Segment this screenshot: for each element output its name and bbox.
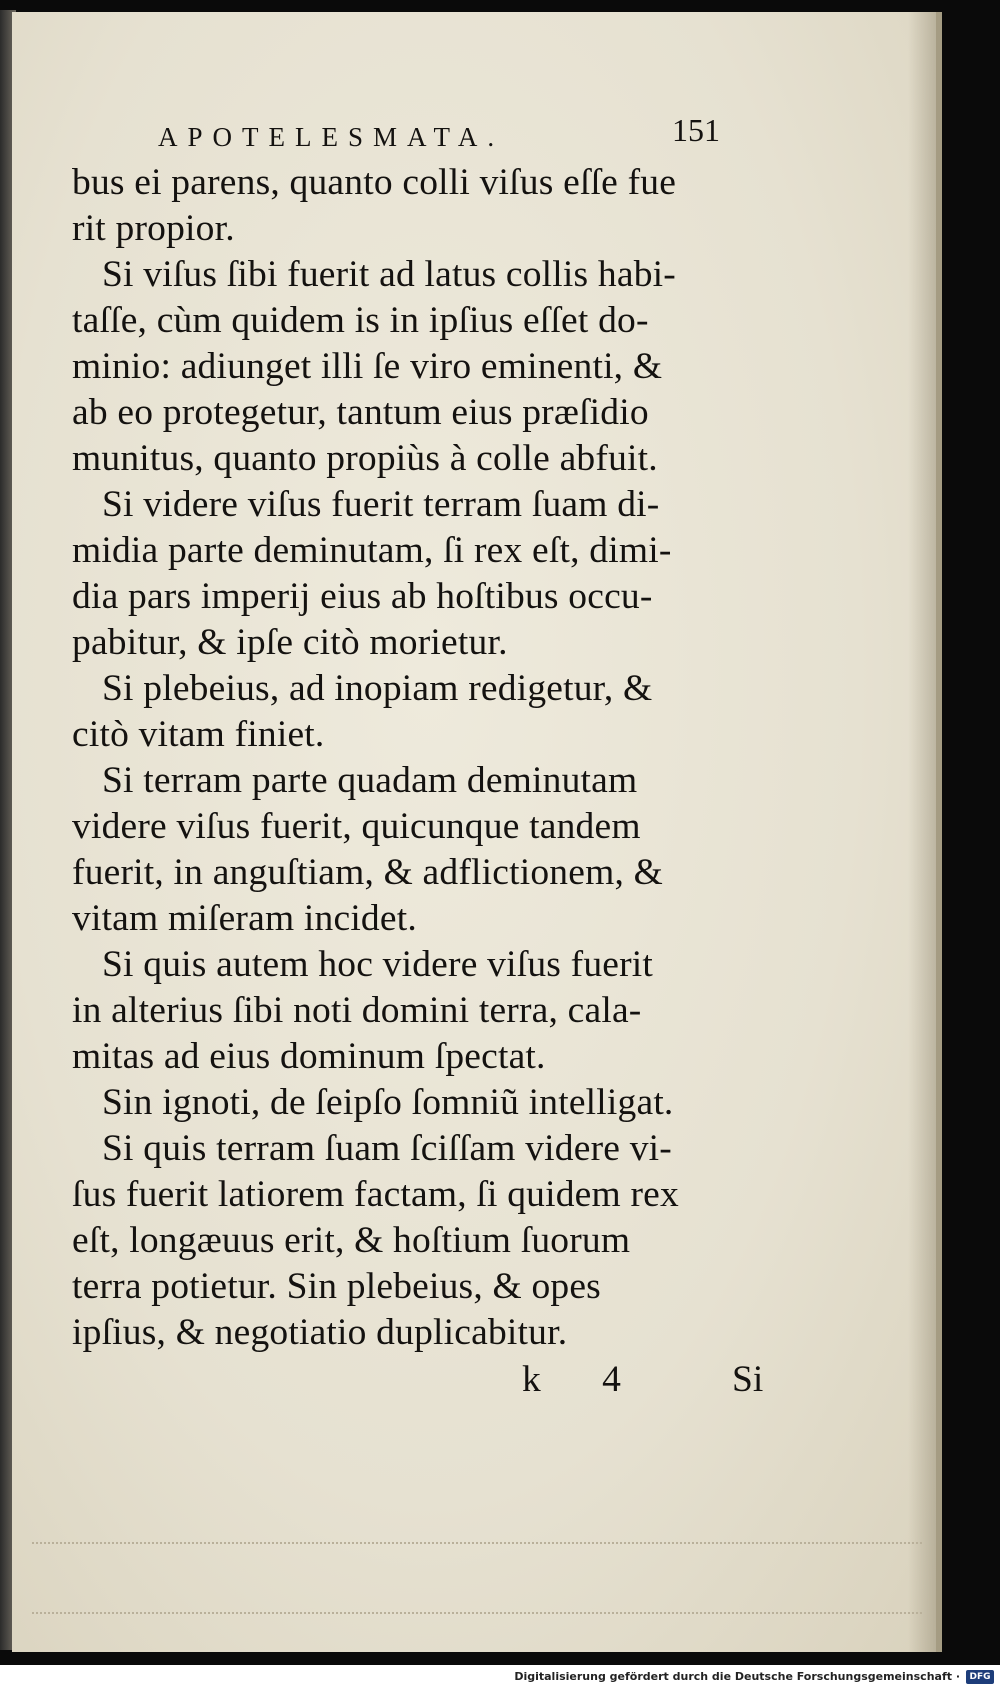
- text-line: midia parte deminutam, ſi rex eſt, dimi-: [72, 530, 672, 571]
- text-line: vitam miſeram incidet.: [72, 898, 417, 939]
- page-number: 151: [672, 112, 720, 148]
- text-line: Si quis terram ſuam ſciſſam videre vi-: [102, 1128, 672, 1169]
- credit-text: Digitalisierung gefördert durch die Deutsche Forschungsgemeinschaft ·: [514, 1670, 960, 1683]
- body-text: [72, 160, 772, 1356]
- running-title: APOTELESMATA.: [158, 122, 505, 152]
- text-line: dia pars imperij eius ab hoſtibus occu-: [72, 576, 653, 617]
- text-line: ſus fuerit latiorem factam, ſi quidem rex: [72, 1174, 679, 1215]
- text-line: Si videre viſus fuerit terram ſuam di-: [102, 484, 660, 525]
- book-page: [12, 12, 942, 1652]
- page-footer: [72, 1358, 772, 1408]
- text-line: munitus, quanto propiùs à colle abfuit.: [72, 438, 658, 479]
- text-line: rit propior.: [72, 208, 235, 249]
- text-line: citò vitam finiet.: [72, 714, 325, 755]
- text-line: Si quis autem hoc videre viſus fuerit: [102, 944, 654, 985]
- text-line: taſſe, cùm quidem is in ipſius eſſet do-: [72, 300, 649, 341]
- text-line: terra potietur. Sin plebeius, & opes: [72, 1266, 601, 1307]
- text-line: bus ei parens, quanto colli viſus eſſe fue: [72, 162, 677, 203]
- text-line: mitas ad eius dominum ſpectat.: [72, 1036, 546, 1077]
- catchword: Si: [732, 1359, 764, 1400]
- signature-mark: k 4: [522, 1359, 647, 1400]
- text-line: ab eo protegetur, tantum eius præſidio: [72, 392, 649, 433]
- text-line: videre viſus fuerit, quicunque tandem: [72, 806, 641, 847]
- text-line: ipſius, & negotiatio duplicabitur.: [72, 1312, 568, 1353]
- text-line: in alterius ſibi noti domini terra, cala-: [72, 990, 642, 1031]
- text-line: pabitur, & ipſe citò morietur.: [72, 622, 508, 663]
- ruler-guide: [32, 1612, 922, 1614]
- text-line: Si terram parte quadam deminutam: [102, 760, 638, 801]
- text-line: fuerit, in anguſtiam, & adflictionem, &: [72, 852, 663, 893]
- running-head: [72, 104, 772, 160]
- credit-bar: [0, 1665, 1000, 1690]
- page-gutter-shadow: [908, 12, 936, 1652]
- text-line: eſt, longæuus erit, & hoſtium ſuorum: [72, 1220, 631, 1261]
- page-content: [72, 104, 772, 1408]
- ruler-guide: [32, 1542, 922, 1544]
- text-line: Si plebeius, ad inopiam redigetur, &: [102, 668, 653, 709]
- text-line: minio: adiunget illi ſe viro eminenti, &: [72, 346, 663, 387]
- text-line: Si viſus ſibi fuerit ad latus collis habi-: [102, 254, 676, 295]
- text-line: Sin ignoti, de ſeipſo ſomniũ intelligat.: [102, 1082, 674, 1123]
- dfg-logo: DFG: [966, 1670, 994, 1684]
